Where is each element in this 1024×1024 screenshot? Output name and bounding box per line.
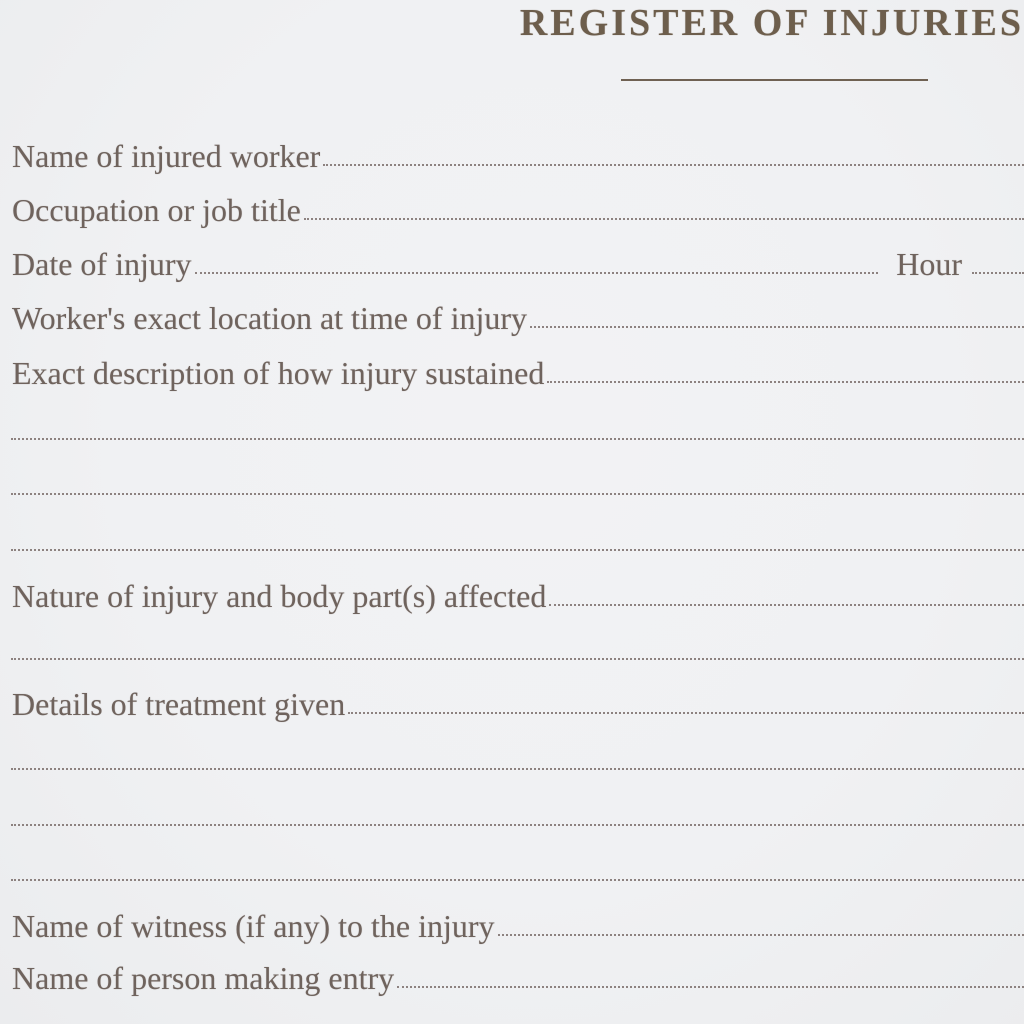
field-row-occupation-or-job-title [12,193,1024,227]
field-row-nature-of-injury [12,579,1024,613]
write-in-line-treatment-continuation-2 [11,824,1024,826]
write-in-line-description-continuation-3 [11,549,1024,551]
field-row-details-of-treatment [12,687,1024,721]
write-in-line-treatment-continuation-1 [11,768,1024,770]
write-in-line-nature-of-injury [549,579,1024,606]
write-in-line-name-of-witness [498,909,1024,936]
field-label-name-of-witness: Name of witness (if any) to the injury [12,908,495,944]
field-row-name-of-person-making-entry [12,961,1024,995]
write-in-line-workers-exact-location [530,301,1024,328]
field-row-workers-exact-location [12,301,1024,335]
field-row-date-of-injury [12,247,1024,281]
field-label-date-of-injury: Date of injury [12,246,192,282]
field-row-name-of-injured-worker [12,139,1024,173]
write-in-line-nature-continuation [11,658,1024,660]
write-in-line-exact-description [547,356,1024,383]
field-label-details-of-treatment: Details of treatment given [12,686,346,722]
write-in-line-occupation-or-job-title [304,193,1024,220]
write-in-line-hour [972,247,1024,274]
write-in-line-details-of-treatment [348,687,1024,714]
write-in-line-description-continuation-1 [11,438,1024,440]
write-in-line-date-of-injury [195,247,879,274]
field-label-name-of-injured-worker: Name of injured worker [12,138,321,174]
field-label-exact-description: Exact description of how injury sustained [12,355,545,391]
field-label-hour: Hour [896,246,962,282]
write-in-line-treatment-continuation-3 [11,879,1024,881]
field-label-workers-exact-location: Worker's exact location at time of injury [12,300,528,336]
field-label-occupation-or-job-title: Occupation or job title [12,192,301,228]
write-in-line-description-continuation-2 [11,493,1024,495]
field-label-name-of-person-making-entry: Name of person making entry [12,960,395,996]
write-in-line-name-of-injured-worker [323,139,1024,166]
page-title: REGISTER OF INJURIES [519,2,1024,44]
title-underline-rule [621,79,928,81]
write-in-line-name-of-person-making-entry [397,961,1024,988]
field-label-nature-of-injury: Nature of injury and body part(s) affected [12,578,547,614]
field-row-exact-description [12,356,1024,390]
field-row-name-of-witness [12,909,1024,943]
